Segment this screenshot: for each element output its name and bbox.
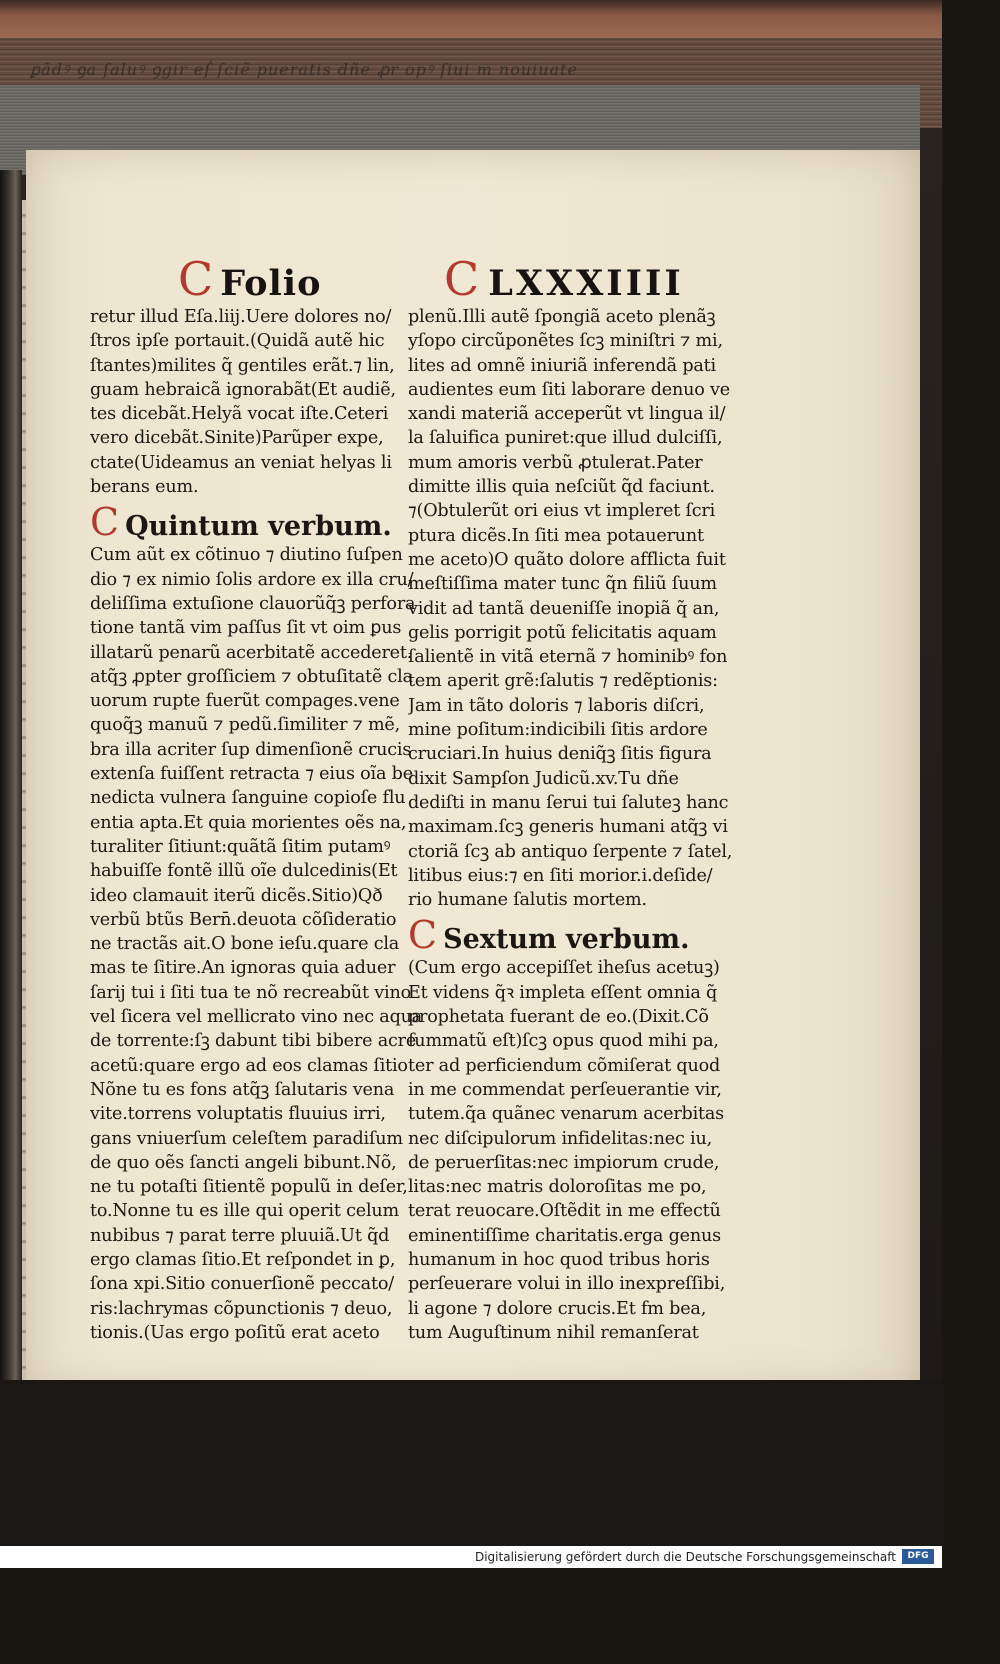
right-text-bottom: [408, 956, 760, 1345]
text-line: terat reuocare.Oſtẽdit in me effectũ: [408, 1201, 721, 1222]
book-top-cover: [0, 0, 942, 38]
text-line: nedicta vulnera ſanguine copioſe flu: [90, 788, 406, 809]
book-page: [26, 150, 920, 1390]
scan-bottom-margin: [0, 1380, 942, 1568]
section-heading-sextum: C Sextum verbum.: [408, 913, 690, 958]
text-line: dimitte illis quia neſciũt q̃d faciunt.: [408, 477, 715, 498]
text-line: litas:nec matris doloroſitas me po,: [408, 1177, 707, 1198]
text-line: la ſaluifica puniret:que illud dulciſſi,: [408, 428, 723, 449]
text-line: Et videns q̃ꝛ impleta eſſent omnia q̃: [408, 982, 718, 1003]
text-line: cruciari.In huius deniq̃ꝫ ſitis figura: [408, 744, 712, 765]
text-line: plenũ.Illi autẽ ſpongiã aceto plenãꝫ: [408, 307, 716, 327]
text-line: acetũ:quare ergo ad eos clamas ſitio: [90, 1055, 408, 1076]
text-line: ne tu potaſti ſitientẽ populũ in deſer,: [90, 1177, 408, 1198]
text-line: gans vniuerſum celeſtem paradiſum: [90, 1128, 403, 1149]
text-line: uorum rupte fuerũt compages.vene: [90, 691, 400, 712]
text-line: de torrente:ſꝫ dabunt tibi bibere acre: [90, 1031, 417, 1052]
text-line: xandi materiã acceperũt vt lingua il/: [408, 404, 726, 425]
text-line: ideo clamauit iterũ dicẽs.Sitio)Qð: [90, 885, 383, 906]
text-line: de peruerſitas:nec impiorum crude,: [408, 1152, 720, 1173]
running-header-right: C LXXXIIII: [444, 252, 684, 306]
text-line: ſummatũ eſt)ſcꝫ opus quod mihi pa,: [408, 1031, 719, 1052]
text-line: vero dicebãt.Sinite)Parũper expe,: [90, 428, 384, 449]
left-column: [90, 305, 430, 1345]
text-line: tum Auguſtinum nihil remanſerat: [408, 1322, 699, 1343]
text-line: prophetata fuerant de eo.(Dixit.Cõ: [408, 1007, 709, 1028]
text-line: litibus eius:⁊ en ſiti morior.i.deſide/: [408, 865, 713, 886]
text-line: vidit ad tantã deueniſſe inopiã q̃ an,: [408, 598, 720, 619]
text-line: tione tantã vim paſſus ſit vt oim ꝑus: [90, 618, 402, 639]
rubric-mark-icon: C: [90, 500, 120, 545]
text-line: ſtros ipſe portauit.(Quidã autẽ hic: [90, 331, 385, 352]
text-line: maximam.ſcꝫ generis humani atq̃ꝫ vi: [408, 817, 728, 838]
text-line: ⁊(Obtulerũt ori eius vt impleret ſcri: [408, 501, 716, 522]
left-text-top: [90, 305, 430, 499]
text-line: verbũ btũs Bern̄.deuota cõſideratio: [90, 909, 397, 930]
text-line: turaliter ſitiunt:quãtã ſitim putamꝰ: [90, 836, 391, 857]
text-line: berans eum.: [90, 477, 199, 498]
text-line: tionis.(Uas ergo poſitũ erat aceto: [90, 1322, 380, 1343]
left-text-bottom: [90, 543, 430, 1345]
text-line: audientes eum ſiti laborare denuo ve: [408, 379, 730, 400]
text-line: extenſa fuiſſent retracta ⁊ eius oĩa be: [90, 764, 413, 785]
text-line: li agone ⁊ dolore crucis.Et fm bea,: [408, 1298, 707, 1319]
text-line: eminentiſſime charitatis.erga genus: [408, 1225, 721, 1246]
rubric-mark-icon: C: [408, 913, 438, 958]
text-line: quoq̃ꝫ manuũ ⁊ pedũ.ſimiliter ⁊ mẽ,: [90, 715, 401, 736]
footer-credit: Digitalisierung gefördert durch die Deutsche Forschungsgemeinschaft: [474, 1550, 896, 1564]
stack-page-text: ꝑãdꝰ ꝯa ſaluꝰ ꝯgir eẛ ſciẽ pueratis dñe ꝓr opꝰ ſiui m nouiuate: [30, 60, 579, 79]
text-line: ne tractãs ait.O bone ieſu.quare cla: [90, 934, 400, 955]
text-line: ctate(Uideamus an veniat helyas li: [90, 452, 392, 473]
rubric-mark-icon: C: [178, 252, 215, 306]
text-line: ter ad perficiendum cõmiſerat quod: [408, 1055, 721, 1076]
text-line: retur illud Eſa.liij.Uere dolores no/: [90, 307, 392, 327]
digitization-footer: [0, 1546, 942, 1568]
text-line: atq̃ꝫ ꝓpter groſſiciem ⁊ obtuſitatẽ cla: [90, 666, 413, 687]
section-heading-quintum: C Quintum verbum.: [90, 500, 392, 545]
text-line: Jam in tãto doloris ⁊ laboris diſcri,: [408, 695, 705, 716]
text-line: vel ſicera vel mellicrato vino nec aqua: [90, 1007, 423, 1028]
text-line: dediſti in manu ſerui tui ſaluteꝫ hanc: [408, 792, 729, 813]
text-line: ris:lachrymas cõpunctionis ⁊ deuo,: [90, 1298, 393, 1319]
right-column: [408, 305, 760, 1345]
text-line: mum amoris verbũ ꝓtulerat.Pater: [408, 452, 703, 473]
text-line: yſopo circũponẽtes ſcꝫ miniſtri ⁊ mi,: [408, 331, 723, 352]
text-line: humanum in hoc quod tribus horis: [408, 1249, 710, 1270]
text-line: to.Nonne tu es ille qui operit celum: [90, 1201, 399, 1222]
text-line: dixit Sampſon Judicũ.xv.Tu dñe: [408, 768, 679, 789]
text-line: ſona xpi.Sitio conuerſionẽ peccato/: [90, 1274, 394, 1295]
text-line: Nõne tu es fons atq̃ꝫ ſalutaris vena: [90, 1079, 395, 1100]
text-line: guam hebraicã ignorabãt(Et audiẽ,: [90, 379, 396, 400]
text-line: mine poſitum:indicibili ſitis ardore: [408, 720, 708, 741]
text-line: illatarũ penarũ acerbitatẽ accederet.: [90, 642, 413, 663]
text-line: tes dicebãt.Helyã vocat iſte.Ceteri: [90, 404, 389, 425]
text-line: deliſſima extuſione clauorũq̃ꝫ perfora: [90, 593, 416, 614]
text-line: gelis porrigit potũ felicitatis aquam: [408, 622, 717, 643]
text-line: ergo clamas ſitio.Et reſpondet in ꝑ,: [90, 1249, 396, 1270]
text-line: de quo oẽs ſancti angeli bibunt.Nõ,: [90, 1152, 397, 1173]
text-line: bra illa acriter ſup dimenſionẽ crucis: [90, 739, 412, 760]
text-line: nubibus ⁊ parat terre pluuiã.Ut q̃d: [90, 1225, 390, 1246]
text-line: perſeuerare volui in illo inexpreſſibi,: [408, 1274, 726, 1295]
text-line: meſtiſſima mater tunc q̃n filiũ ſuum: [408, 574, 717, 595]
text-line: ſalientẽ in vitã eternã ⁊ hominibꝰ fon: [408, 647, 728, 668]
book-spine: [0, 170, 22, 1390]
text-line: ctoriã ſcꝫ ab antiquo ſerpente ⁊ ſatel,: [408, 841, 733, 862]
dfg-logo-icon: DFG: [902, 1549, 934, 1564]
text-line: me aceto)O quãto dolore afflicta fuit: [408, 549, 726, 570]
text-line: entia apta.Et quia morientes oẽs na,: [90, 812, 407, 833]
running-header-left: C Folio: [178, 252, 322, 306]
text-line: tutem.q̃a quãnec venarum acerbitas: [408, 1104, 725, 1125]
text-line: (Cum ergo accepiſſet iheſus acetuꝫ): [408, 958, 720, 979]
text-line: lites ad omnẽ iniuriã inferendã pati: [408, 355, 716, 376]
text-line: tem aperit grẽ:ſalutis ⁊ redẽptionis:: [408, 671, 718, 692]
rubric-mark-icon: C: [444, 252, 483, 306]
text-line: habuiſſe fontẽ illũ oĩe dulcedinis(Et: [90, 861, 398, 882]
text-line: vite.torrens voluptatis fluuius irri,: [90, 1104, 386, 1125]
text-line: mas te ſitire.An ignoras quia aduer: [90, 958, 396, 979]
text-line: in me commendat perſeuerantie vir,: [408, 1079, 722, 1100]
text-line: ſarij tui i ſiti tua te nõ recreabũt vino: [90, 982, 411, 1003]
text-line: ſtantes)milites q̃ gentiles erãt.⁊ lin,: [90, 355, 395, 376]
text-line: nec diſcipulorum infidelitas:nec iu,: [408, 1128, 712, 1149]
text-line: Cum aũt ex cõtinuo ⁊ diutino ſuſpen: [90, 545, 403, 566]
right-text-top: [408, 305, 760, 912]
text-line: rio humane ſalutis mortem.: [408, 890, 647, 911]
text-line: ptura dicẽs.In ſiti mea potauerunt: [408, 525, 704, 546]
text-line: dio ⁊ ex nimio ſolis ardore ex illa cru/: [90, 569, 414, 590]
